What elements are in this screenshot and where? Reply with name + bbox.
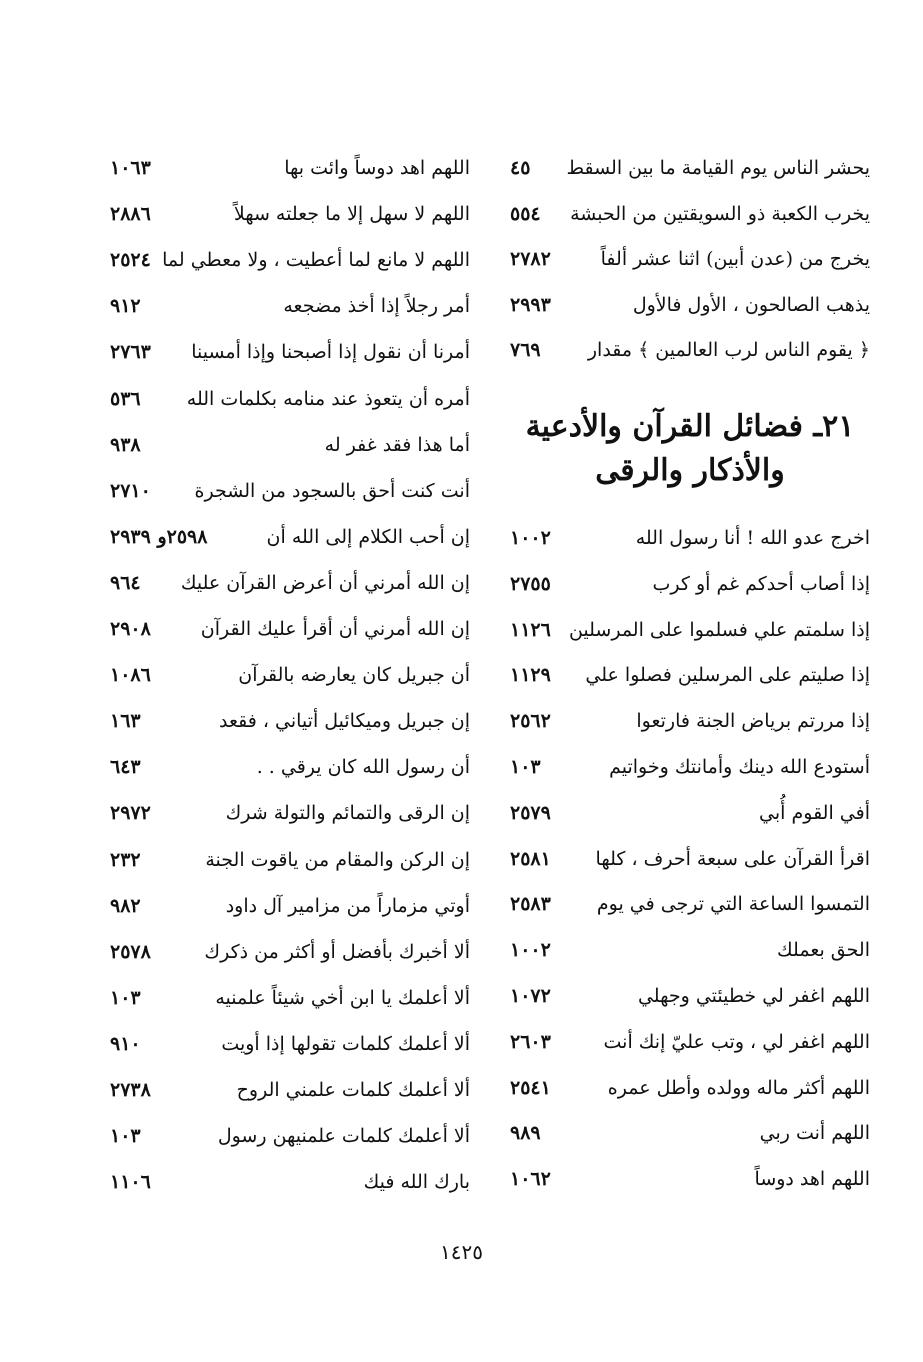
entry-number: ٤٥ <box>510 157 531 179</box>
index-entry <box>110 1162 470 1202</box>
entry-text: إذا صليتم على المرسلين فصلوا علي <box>585 664 870 687</box>
entry-text: ألا أعلمك يا ابن أخي شيئاً علمنيه <box>215 986 470 1009</box>
entry-text: اللهم لا سهل إلا ما جعلته سهلاً <box>233 203 470 226</box>
entry-text: يحشر الناس يوم القيامة ما بين السقط <box>566 157 870 179</box>
entry-text: اللهم اهد دوساً <box>754 1168 870 1191</box>
index-entry <box>110 517 470 557</box>
entry-text: أستودع الله دينك وأمانتك وخواتيم <box>609 756 870 778</box>
entry-number: ١٠٨٦ <box>110 664 151 687</box>
index-entry <box>510 793 870 833</box>
entry-text: إن الركن والمقام من ياقوت الجنة <box>205 848 470 871</box>
entry-number: ٢٩٧٢ <box>110 802 151 825</box>
index-entry <box>110 747 470 787</box>
entry-number: ٢٥٧٩ <box>510 801 551 824</box>
entry-text: الحق بعملك <box>777 939 870 962</box>
index-entry <box>110 793 470 833</box>
entry-number: ١١٠٦ <box>110 1171 151 1194</box>
index-entry <box>110 840 470 880</box>
entry-text: اللهم أنت ربي <box>759 1122 870 1145</box>
entry-number: ٧٦٩ <box>510 339 541 361</box>
entry-text: أوتي مزماراً من مزامير آل داود <box>225 894 470 917</box>
page-number: ١٤٢٥ <box>440 1240 483 1264</box>
entry-number: ١١٢٩ <box>510 664 551 687</box>
section-heading-line2: والأذكار والرقى <box>595 453 785 488</box>
index-entry <box>110 978 470 1018</box>
entry-number: ١١٢٦ <box>510 618 551 641</box>
index-entry <box>110 1024 470 1064</box>
entry-number: ١٠٣ <box>510 756 541 778</box>
entry-text: اللهم اهد دوساً وائت بها <box>284 157 470 179</box>
entry-text: ﴿ يقوم الناس لرب العالمين ﴾ مقدار <box>587 339 870 361</box>
entry-number: ٢٩٩٣ <box>510 293 551 316</box>
entry-text: التمسوا الساعة التي ترجى في يوم <box>596 893 870 916</box>
entry-text: ألا أعلمك كلمات علمني الروح <box>236 1079 470 1101</box>
entry-number: ٢٧٥٥ <box>510 572 551 595</box>
entry-number: ٢٥٩٨و ٢٩٣٩ <box>110 525 208 548</box>
entry-number: ٢٥٧٨ <box>110 940 151 963</box>
entry-number: ١٠٣ <box>110 986 141 1009</box>
index-entry <box>110 932 470 972</box>
index-entry <box>110 332 470 372</box>
entry-text: اللهم أكثر ماله وولده وأطل عمره <box>607 1076 870 1099</box>
entry-text: إن جبريل وميكائيل أتياني ، فقعد <box>218 710 470 733</box>
entry-number: ٢٥٦٢ <box>510 710 551 733</box>
index-entry <box>110 1116 470 1156</box>
entry-text: أفي القوم أُبي <box>759 801 870 824</box>
entry-text: أن رسول الله كان يرقي . . <box>256 756 470 779</box>
entry-text: أمر رجلاً إذا أخذ مضجعه <box>283 295 470 318</box>
index-entry <box>110 286 470 326</box>
entry-text: أمره أن يتعوذ عند منامه بكلمات الله <box>186 387 470 410</box>
index-entry <box>110 886 470 926</box>
entry-text: إن الله أمرني أن أعرض القرآن عليك <box>180 571 470 594</box>
index-entry <box>110 701 470 741</box>
entry-number: ٩٨٢ <box>110 894 141 917</box>
entry-number: ٢٧٨٢ <box>510 248 551 270</box>
entry-number: ٥٥٤ <box>510 202 541 225</box>
index-entry <box>110 1070 470 1110</box>
entry-text: اخرج عدو الله ! أنا رسول الله <box>635 527 870 549</box>
index-entry <box>110 425 470 465</box>
entry-number: ٩١٢ <box>110 295 141 318</box>
entry-text: أن جبريل كان يعارضه بالقرآن <box>238 664 470 687</box>
index-entry <box>510 148 870 188</box>
entry-number: ٢٣٢ <box>110 848 141 871</box>
entry-number: ٩١٠ <box>110 1032 141 1055</box>
entry-text: إذا مررتم برياض الجنة فارتعوا <box>636 710 870 733</box>
entry-number: ٢٩٠٨ <box>110 618 151 640</box>
entry-number: ٦٤٣ <box>110 756 141 779</box>
index-entry <box>510 1022 870 1062</box>
entry-text: بارك الله فيك <box>363 1171 470 1194</box>
entry-text: يذهب الصالحون ، الأول فالأول <box>632 293 870 316</box>
index-entry <box>510 518 870 558</box>
entry-number: ٢٥٢٤ <box>110 249 151 272</box>
entry-number: ٢٧٦٣ <box>110 341 151 364</box>
entry-number: ٢٦٠٣ <box>510 1030 551 1053</box>
entry-number: ١٠٦٣ <box>110 157 151 179</box>
entry-text: إذا أصاب أحدكم غم أو كرب <box>652 572 870 595</box>
entry-text: إن الله أمرني أن أقرأ عليك القرآن <box>200 618 470 640</box>
index-entry <box>510 930 870 970</box>
entry-number: ١٠٠٢ <box>510 939 551 962</box>
entry-text: أنت كنت أحق بالسجود من الشجرة <box>194 479 470 502</box>
entry-text: ألا أعلمك كلمات علمنيهن رسول <box>217 1125 470 1148</box>
entry-number: ١٠٠٢ <box>510 527 551 549</box>
index-entry <box>110 379 470 419</box>
entry-number: ١٠٣ <box>110 1125 141 1148</box>
entry-text: أمرنا أن نقول إذا أصبحنا وإذا أمسينا <box>191 341 470 364</box>
index-entry <box>510 701 870 741</box>
entry-number: ٩٣٨ <box>110 433 141 456</box>
entry-number: ٢٨٨٦ <box>110 203 151 226</box>
entry-number: ١٠٦٢ <box>510 1168 551 1191</box>
entry-number: ٢٧٣٨ <box>110 1079 151 1101</box>
entry-number: ٩٨٩ <box>510 1122 541 1145</box>
entry-number: ٩٦٤ <box>110 571 141 594</box>
index-entry <box>510 839 870 879</box>
entry-number: ٢٥٨٣ <box>510 893 551 916</box>
index-entry <box>510 655 870 695</box>
entry-text: ألا أعلمك كلمات تقولها إذا أويت <box>221 1032 470 1055</box>
index-entry <box>510 1068 870 1108</box>
index-entry <box>110 240 470 280</box>
index-entry <box>510 1113 870 1153</box>
index-entry <box>510 194 870 234</box>
entry-text: اللهم اغفر لي خطيئتي وجهلي <box>637 985 870 1007</box>
entry-text: إذا سلمتم علي فسلموا على المرسلين <box>568 618 870 641</box>
index-entry <box>510 330 870 370</box>
entry-number: ١٦٣ <box>110 710 141 733</box>
index-entry <box>510 884 870 924</box>
index-entry <box>110 194 470 234</box>
index-entry <box>510 285 870 325</box>
index-entry <box>110 471 470 511</box>
entry-text: اقرأ القرآن على سبعة أحرف ، كلها <box>595 847 870 870</box>
index-entry <box>510 747 870 787</box>
entry-text: يخرج من (عدن أبين) اثنا عشر ألفاً <box>600 248 870 270</box>
entry-number: ٢٧١٠ <box>110 479 151 502</box>
section-heading-line1: ٢١ـ فضائل القرآن والأدعية <box>525 409 855 444</box>
index-entry <box>110 148 470 188</box>
index-entry <box>510 1159 870 1199</box>
entry-number: ٢٥٨١ <box>510 847 551 870</box>
entry-text: اللهم لا مانع لما أعطيت ، ولا معطي لما <box>162 249 470 272</box>
entry-text: أما هذا فقد غفر له <box>324 433 470 456</box>
index-entry <box>510 564 870 604</box>
index-entry <box>110 655 470 695</box>
index-entry <box>510 610 870 650</box>
index-entry <box>110 609 470 649</box>
index-entry <box>110 563 470 603</box>
entry-number: ١٠٧٢ <box>510 985 551 1007</box>
entry-text: اللهم اغفر لي ، وتب عليّ إنك أنت <box>603 1030 870 1053</box>
entry-text: إن الرقى والتمائم والتولة شرك <box>225 802 470 825</box>
entry-text: إن أحب الكلام إلى الله أن <box>266 525 470 548</box>
index-entry <box>510 239 870 279</box>
index-entry <box>510 976 870 1016</box>
entry-text: يخرب الكعبة ذو السويقتين من الحبشة <box>570 202 870 225</box>
entry-number: ٢٥٤١ <box>510 1076 551 1099</box>
entry-number: ٥٣٦ <box>110 387 141 410</box>
entry-text: ألا أخبرك بأفضل أو أكثر من ذكرك <box>204 940 470 963</box>
